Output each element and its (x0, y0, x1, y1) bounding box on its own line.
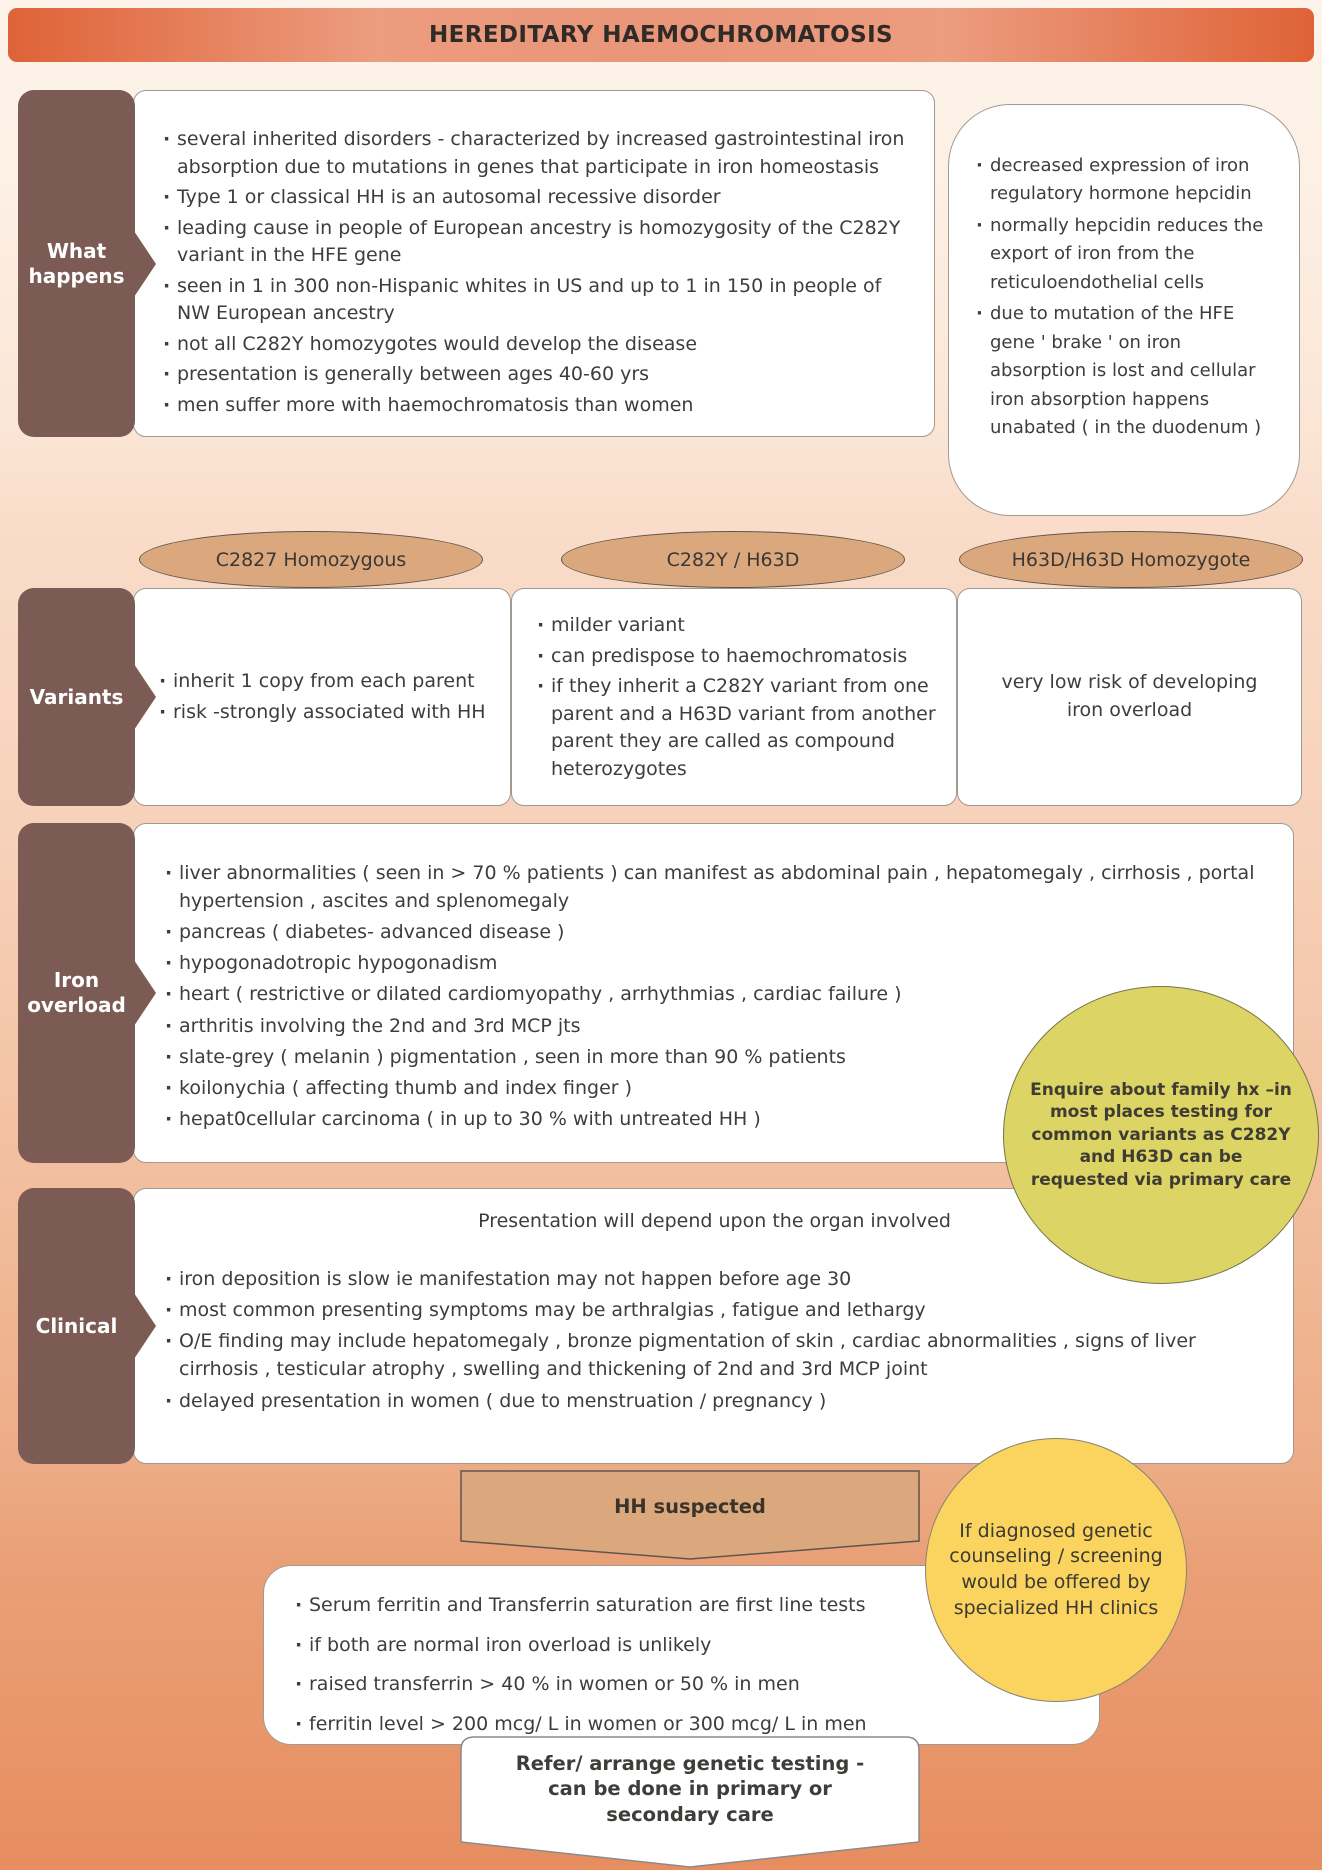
clinical-bullets (162, 1265, 1267, 1415)
variant-pill-c282y-homozygous: C2827 Homozygous (139, 531, 483, 588)
page-title: HEREDITARY HAEMOCHROMATOSIS (428, 22, 894, 48)
section-label-text: What happens (28, 238, 125, 288)
bullet-item: · milder variant (534, 612, 936, 640)
bullet-item: · if both are normal iron overload is unlikely (292, 1632, 1075, 1660)
bullet-item: · hepat0cellular carcinoma ( in up to 30 % with untreated HH ) (162, 1105, 1267, 1133)
title-banner (8, 8, 1314, 62)
hepcidin-side-box (948, 104, 1300, 516)
bullet-item: · O/E finding may include hepatomegaly , bronze pigmentation of skin , cardiac abnormalities , signs of liver cirrhosis , testicular atrophy , swelling and thickening of 2nd and 3rd MCP joint (162, 1327, 1267, 1383)
section-label-text: Iron overload (27, 968, 126, 1017)
enquire-family-history-callout: Enquire about family hx –in most places testing for common variants as C282Y and H63D can be requested via primary care (1003, 986, 1319, 1284)
bullet-item: · delayed presentation in women ( due to menstruation / pregnancy ) (162, 1387, 1267, 1415)
bullet-item: · due to mutation of the HFE gene ' brake ' on iron absorption is lost and cellular iron absorption happens unabated ( in the duodenum ) (973, 300, 1277, 442)
bullet-item: · koilonychia ( affecting thumb and index finger ) (162, 1074, 1267, 1102)
variants-box-homozygous (133, 588, 511, 806)
bullet-item: · most common presenting symptoms may be arthralgias , fatigue and lethargy (162, 1296, 1267, 1324)
bullet-item: · leading cause in people of European ancestry is homozygosity of the C282Y variant in the HFE gene (160, 215, 910, 270)
variant-pill-c282y-h63d: C282Y / H63D (561, 531, 905, 588)
what-happens-bullets (160, 126, 910, 419)
section-label-text: Variants (29, 684, 124, 709)
clinical-header: Presentation will depend upon the organ involved (478, 1210, 951, 1232)
bullet-item: · liver abnormalities ( seen in > 70 % patients ) can manifest as abdominal pain , hepatomegaly , cirrhosis , portal hypertension , ascites and splenomegaly (162, 859, 1267, 915)
section-label-variants (18, 588, 135, 806)
refer-genetic-testing-box (460, 1736, 920, 1868)
section-label-clinical (18, 1188, 135, 1464)
bullet-item: · slate-grey ( melanin ) pigmentation , seen in more than 90 % patients (162, 1043, 1267, 1071)
bullet-item: · ferritin level > 200 mcg/ L in women or 300 mcg/ L in men (292, 1711, 1075, 1739)
variants-box2-bullets (534, 612, 936, 783)
bullet-item: · men suffer more with haemochromatosis than women (160, 392, 910, 420)
bullet-item: · if they inherit a C282Y variant from one parent and a H63D variant from another parent they are called as compound heterozygotes (534, 673, 936, 783)
section-label-text: Clinical (35, 1313, 118, 1338)
bullet-item: · several inherited disorders - characterized by increased gastrointestinal iron absorption due to mutations in genes that participate in iron homeostasis (160, 126, 910, 181)
bullet-item: · normally hepcidin reduces the export of iron from the reticuloendothelial cells (973, 212, 1277, 297)
bullet-item: · inherit 1 copy from each parent (156, 668, 486, 696)
bullet-item: · seen in 1 in 300 non-Hispanic whites in US and up to 1 in 150 in people of NW European ancestry (160, 273, 910, 328)
bullet-item: · Serum ferritin and Transferrin saturation are first line tests (292, 1592, 1075, 1620)
bullet-item: · heart ( restrictive or dilated cardiomyopathy , arrhythmias , cardiac failure ) (162, 980, 1267, 1008)
bullet-item: · presentation is generally between ages 40-60 yrs (160, 361, 910, 389)
bullet-item: · raised transferrin > 40 % in women or 50 % in men (292, 1671, 1075, 1699)
section-label-iron-overload (18, 823, 135, 1163)
genetic-counseling-callout: If diagnosed genetic counseling / screening would be offered by specialized HH clinics (925, 1438, 1187, 1702)
bullet-item: · arthritis involving the 2nd and 3rd MCP jts (162, 1012, 1267, 1040)
bullet-item: · decreased expression of iron regulatory hormone hepcidin (973, 152, 1277, 209)
section-label-what-happens (18, 90, 135, 437)
bullet-item: · can predispose to haemochromatosis (534, 643, 936, 671)
variants-box1-bullets (156, 665, 486, 729)
refer-text: Refer/ arrange genetic testing - can be done in primary or secondary care (515, 1751, 865, 1826)
bullet-item: · Type 1 or classical HH is an autosomal recessive disorder (160, 184, 910, 212)
bullet-item: · hypogonadotropic hypogonadism (162, 949, 1267, 977)
hepcidin-bullets (973, 152, 1277, 442)
bullet-item: · iron deposition is slow ie manifestation may not happen before age 30 (162, 1265, 1267, 1293)
variants-box-compound (511, 588, 957, 806)
hh-suspected-label: HH suspected (614, 1494, 766, 1518)
hh-suspected-banner (460, 1470, 920, 1560)
bullet-item: · pancreas ( diabetes- advanced disease ) (162, 918, 1267, 946)
bullet-item: · risk -strongly associated with HH (156, 699, 486, 727)
bullet-item: · not all C282Y homozygotes would develop the disease (160, 331, 910, 359)
variants-box-low-risk: very low risk of developing iron overload (957, 588, 1302, 806)
what-happens-box (133, 90, 935, 437)
variant-pill-h63d-homozygote: H63D/H63D Homozygote (959, 531, 1303, 588)
